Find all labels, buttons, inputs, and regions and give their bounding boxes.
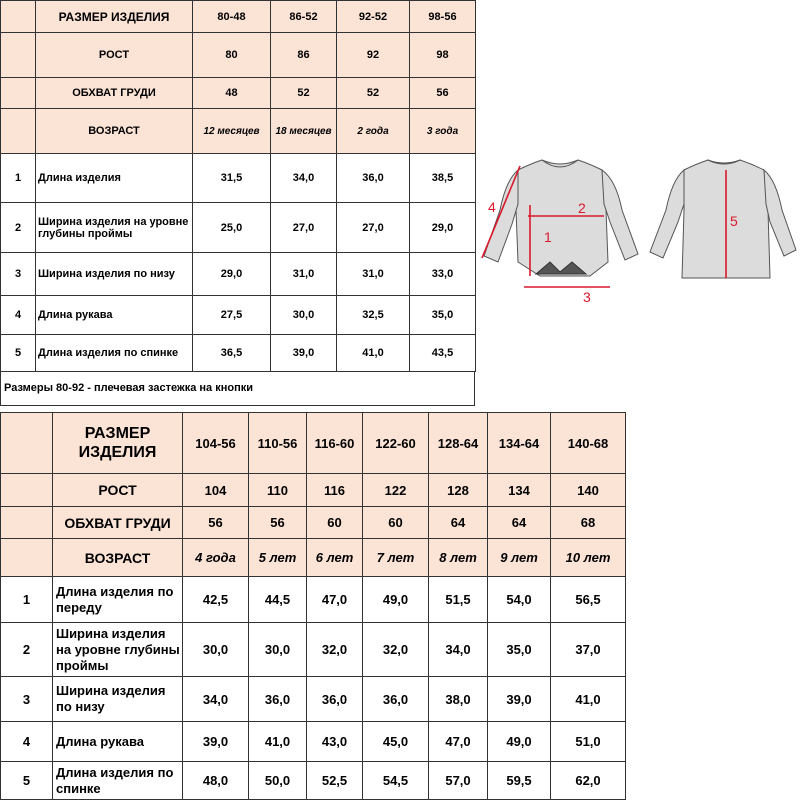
table-row: [1, 722, 626, 762]
value-cell: 36,0: [363, 677, 429, 722]
corner-cell: [1, 78, 36, 109]
corner-cell: [1, 1, 36, 33]
height-label: РОСТ: [36, 33, 193, 78]
footnote: Размеры 80-92 - плечевая застежка на кнопки: [0, 371, 475, 406]
value-cell: 36,0: [249, 677, 307, 722]
value-cell: 62,0: [551, 762, 626, 800]
value-cell: 30,0: [183, 623, 249, 677]
row-label: Ширина изделия по низу: [36, 253, 193, 296]
value-cell: 39,0: [271, 335, 337, 372]
front-view: [484, 160, 638, 276]
value-cell: 35,0: [410, 296, 476, 335]
age-cell: 3 года: [410, 109, 476, 154]
value-cell: 31,0: [337, 253, 410, 296]
height-cell: 80: [193, 33, 271, 78]
value-cell: 34,0: [183, 677, 249, 722]
table-row: [1, 296, 476, 335]
corner-cell: [1, 33, 36, 78]
size-table-small: [0, 0, 476, 372]
age-cell: 4 года: [183, 539, 249, 577]
row-label: Ширина изделия по низу: [53, 677, 183, 722]
marker-5: 5: [730, 213, 738, 229]
age-cell: 10 лет: [551, 539, 626, 577]
row-label: Длина рукава: [36, 296, 193, 335]
height-cell: 116: [307, 474, 363, 507]
row-number: 3: [1, 253, 36, 296]
value-cell: 59,5: [488, 762, 551, 800]
value-cell: 32,5: [337, 296, 410, 335]
age-label: ВОЗРАСТ: [36, 109, 193, 154]
value-cell: 47,0: [429, 722, 488, 762]
value-cell: 48,0: [183, 762, 249, 800]
height-cell: 104: [183, 474, 249, 507]
value-cell: 56,5: [551, 577, 626, 623]
garment-measurement-diagram: [478, 150, 800, 310]
back-view: [650, 160, 796, 278]
marker-3: 3: [583, 289, 591, 305]
height-cell: 128: [429, 474, 488, 507]
chest-cell: 60: [363, 507, 429, 539]
height-cell: 110: [249, 474, 307, 507]
corner-cell: [1, 539, 53, 577]
value-cell: 33,0: [410, 253, 476, 296]
value-cell: 54,5: [363, 762, 429, 800]
chest-cell: 52: [271, 78, 337, 109]
age-cell: 8 лет: [429, 539, 488, 577]
value-cell: 42,5: [183, 577, 249, 623]
value-cell: 35,0: [488, 623, 551, 677]
value-cell: 36,0: [337, 154, 410, 203]
value-cell: 39,0: [183, 722, 249, 762]
chest-cell: 64: [488, 507, 551, 539]
value-cell: 41,0: [551, 677, 626, 722]
age-label: ВОЗРАСТ: [53, 539, 183, 577]
table-row: [1, 677, 626, 722]
table-row: [1, 203, 476, 253]
size-cell: 134-64: [488, 413, 551, 474]
size-cell: 80-48: [193, 1, 271, 33]
value-cell: 36,0: [307, 677, 363, 722]
chest-cell: 56: [249, 507, 307, 539]
marker-1: 1: [544, 229, 552, 245]
value-cell: 57,0: [429, 762, 488, 800]
chest-cell: 56: [410, 78, 476, 109]
value-cell: 54,0: [488, 577, 551, 623]
table-row: [1, 762, 626, 800]
table-row: [1, 154, 476, 203]
row-label: Длина изделия по спинке: [53, 762, 183, 800]
value-cell: 45,0: [363, 722, 429, 762]
chest-cell: 64: [429, 507, 488, 539]
size-cell: 110-56: [249, 413, 307, 474]
row-number: 4: [1, 296, 36, 335]
height-label: РОСТ: [53, 474, 183, 507]
row-number: 3: [1, 677, 53, 722]
age-cell: 9 лет: [488, 539, 551, 577]
size-cell: 86-52: [271, 1, 337, 33]
row-number: 1: [1, 577, 53, 623]
value-cell: 44,5: [249, 577, 307, 623]
age-cell: 18 месяцев: [271, 109, 337, 154]
size-cell: 122-60: [363, 413, 429, 474]
row-number: 5: [1, 335, 36, 372]
table-row: [1, 253, 476, 296]
age-cell: 12 месяцев: [193, 109, 271, 154]
value-cell: 27,0: [337, 203, 410, 253]
size-table-large: [0, 412, 626, 800]
chest-cell: 52: [337, 78, 410, 109]
size-cell: 140-68: [551, 413, 626, 474]
value-cell: 50,0: [249, 762, 307, 800]
value-cell: 32,0: [307, 623, 363, 677]
row-label: Длина изделия: [36, 154, 193, 203]
row-number: 4: [1, 722, 53, 762]
corner-cell: [1, 413, 53, 474]
row-number: 2: [1, 203, 36, 253]
chest-cell: 60: [307, 507, 363, 539]
value-cell: 38,0: [429, 677, 488, 722]
size-header-label: РАЗМЕР ИЗДЕЛИЯ: [53, 413, 183, 474]
value-cell: 38,5: [410, 154, 476, 203]
chest-cell: 56: [183, 507, 249, 539]
chest-cell: 48: [193, 78, 271, 109]
height-cell: 134: [488, 474, 551, 507]
value-cell: 47,0: [307, 577, 363, 623]
value-cell: 30,0: [249, 623, 307, 677]
value-cell: 39,0: [488, 677, 551, 722]
row-label: Длина рукава: [53, 722, 183, 762]
value-cell: 41,0: [337, 335, 410, 372]
row-label: Длина изделия по спинке: [36, 335, 193, 372]
value-cell: 25,0: [193, 203, 271, 253]
value-cell: 31,5: [193, 154, 271, 203]
value-cell: 43,5: [410, 335, 476, 372]
value-cell: 27,5: [193, 296, 271, 335]
height-cell: 86: [271, 33, 337, 78]
row-label: Длина изделия по переду: [53, 577, 183, 623]
table-row: [1, 623, 626, 677]
value-cell: 37,0: [551, 623, 626, 677]
size-cell: 98-56: [410, 1, 476, 33]
corner-cell: [1, 474, 53, 507]
age-cell: 5 лет: [249, 539, 307, 577]
table-row: [1, 335, 476, 372]
height-cell: 122: [363, 474, 429, 507]
value-cell: 30,0: [271, 296, 337, 335]
value-cell: 36,5: [193, 335, 271, 372]
row-number: 1: [1, 154, 36, 203]
height-cell: 92: [337, 33, 410, 78]
age-cell: 7 лет: [363, 539, 429, 577]
value-cell: 29,0: [193, 253, 271, 296]
row-number: 2: [1, 623, 53, 677]
value-cell: 49,0: [363, 577, 429, 623]
value-cell: 34,0: [271, 154, 337, 203]
size-cell: 104-56: [183, 413, 249, 474]
size-cell: 116-60: [307, 413, 363, 474]
value-cell: 32,0: [363, 623, 429, 677]
corner-cell: [1, 109, 36, 154]
size-header-label: РАЗМЕР ИЗДЕЛИЯ: [36, 1, 193, 33]
corner-cell: [1, 507, 53, 539]
value-cell: 52,5: [307, 762, 363, 800]
chest-label: ОБХВАТ ГРУДИ: [53, 507, 183, 539]
chest-cell: 68: [551, 507, 626, 539]
value-cell: 34,0: [429, 623, 488, 677]
value-cell: 43,0: [307, 722, 363, 762]
size-cell: 92-52: [337, 1, 410, 33]
value-cell: 51,0: [551, 722, 626, 762]
value-cell: 49,0: [488, 722, 551, 762]
value-cell: 51,5: [429, 577, 488, 623]
chest-label: ОБХВАТ ГРУДИ: [36, 78, 193, 109]
height-cell: 140: [551, 474, 626, 507]
row-number: 5: [1, 762, 53, 800]
marker-2: 2: [578, 200, 586, 216]
marker-4: 4: [488, 199, 496, 215]
age-cell: 2 года: [337, 109, 410, 154]
row-label: Ширина изделия на уровне глубины проймы: [53, 623, 183, 677]
row-label: Ширина изделия на уровне глубины проймы: [36, 203, 193, 253]
table-row: [1, 577, 626, 623]
value-cell: 27,0: [271, 203, 337, 253]
height-cell: 98: [410, 33, 476, 78]
size-cell: 128-64: [429, 413, 488, 474]
value-cell: 41,0: [249, 722, 307, 762]
value-cell: 29,0: [410, 203, 476, 253]
age-cell: 6 лет: [307, 539, 363, 577]
value-cell: 31,0: [271, 253, 337, 296]
